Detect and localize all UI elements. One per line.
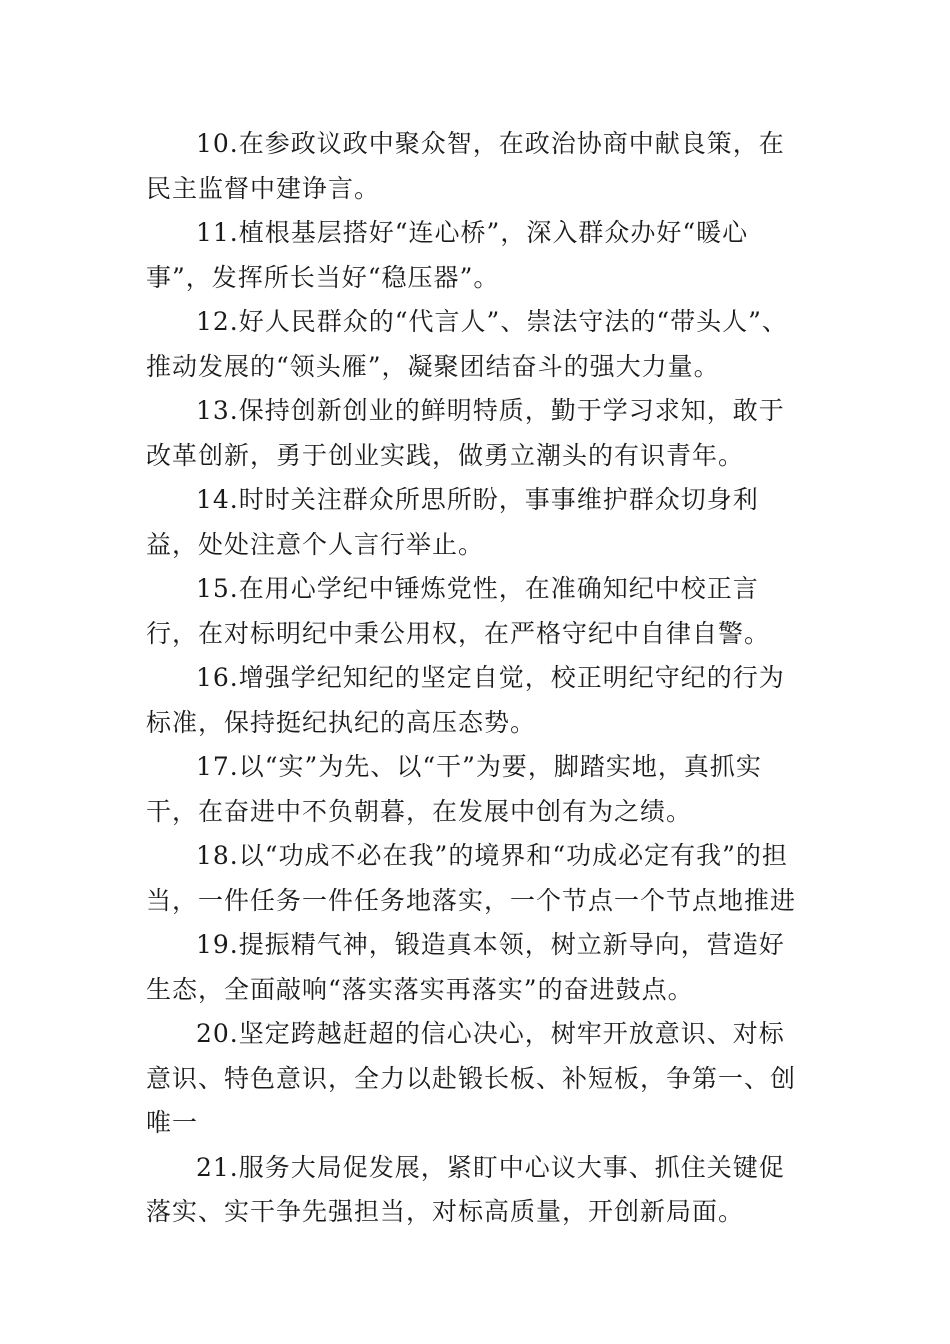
list-item: 16.增强学纪知纪的坚定自觉，校正明纪守纪的行为标准，保持挺纪执纪的高压态势。 [146,663,785,737]
list-item: 15.在用心学纪中锤炼党性，在准确知纪中校正言行，在对标明纪中秉公用权，在严格守纪中自律自警。 [146,574,771,648]
list-item: 10.在参政议政中聚众智，在政治协商中献良策，在民主监督中建诤言。 [146,129,785,203]
list-item: 11.植根基层搭好“连心桥”，深入群众办好“暖心事”，发挥所长当好“稳压器”。 [146,218,749,292]
list-item: 12.好人民群众的“代言人”、崇法守法的“带头人”、推动发展的“领头雁”，凝聚团结奋斗的强大力量。 [146,307,788,381]
list-item: 18.以“功成不必在我”的境界和“功成必定有我”的担当，一件任务一件任务地落实，一个节点一个节点地推进 [146,841,797,915]
list-item: 21.服务大局促发展，紧盯中心议大事、抓住关键促落实、实干争先强担当，对标高质量，开创新局面。 [146,1152,785,1226]
list-item: 17.以“实”为先、以“干”为要，脚踏实地，真抓实干，在奋进中不负朝暮，在发展中创有为之绩。 [146,752,762,826]
document-body [146,122,810,1235]
list-item: 20.坚定跨越赶超的信心决心，树牢开放意识、对标意识、特色意识，全力以赴锻长板、补短板，争第一、创唯一 [146,1019,797,1137]
list-item: 14.时时关注群众所思所盼，事事维护群众切身利益，处处注意个人言行举止。 [146,485,759,559]
list-item: 19.提振精气神，锻造真本领，树立新导向，营造好生态，全面敲响“落实落实再落实”的奋进鼓点。 [146,930,785,1004]
list-item: 13.保持创新创业的鲜明特质，勤于学习求知，敢于改革创新，勇于创业实践，做勇立潮头的有识青年。 [146,396,785,470]
